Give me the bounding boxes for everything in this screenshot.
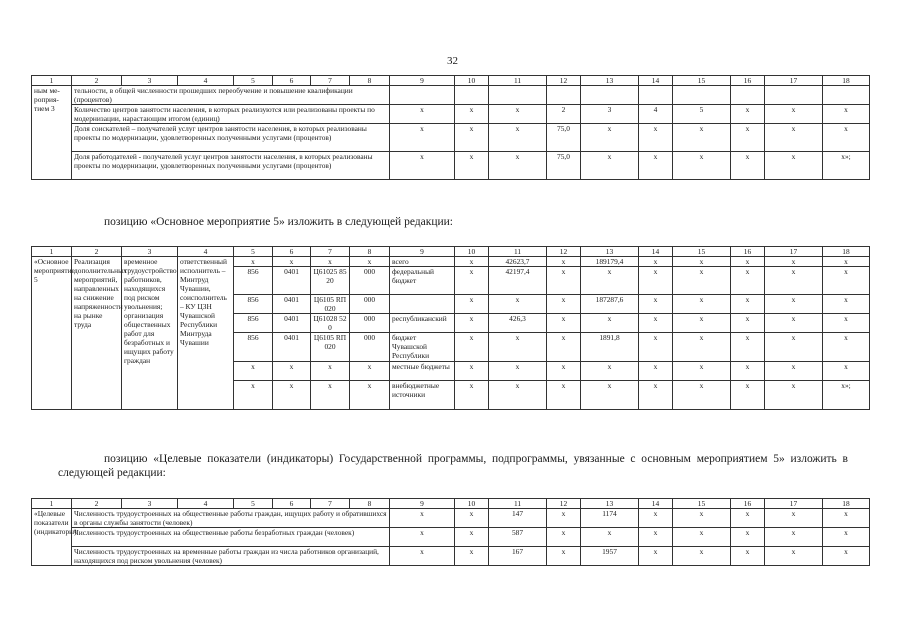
table-cell: x xyxy=(547,381,581,410)
col-header: 2 xyxy=(72,76,122,86)
table-cell: x xyxy=(823,509,870,528)
col-header: 1 xyxy=(32,247,72,257)
col-header: 4 xyxy=(178,247,234,257)
table-cell: 42197,4 xyxy=(489,267,547,295)
funding-source: республиканский xyxy=(390,314,455,333)
merged-label-cell: ным ме-роприя-тием 3 xyxy=(32,86,72,180)
table-cell: x xyxy=(350,257,390,267)
table-cell xyxy=(731,86,765,105)
col-header: 7 xyxy=(311,76,350,86)
table-cell: 000 xyxy=(350,333,390,362)
indicator-name: Доля работодателей - получателей услуг центров занятости населения, в которых реализованы проекты по модернизации, удовлетворенных полученными услугами (процентов) xyxy=(72,152,390,180)
col-header: 15 xyxy=(673,499,731,509)
table-cell xyxy=(489,86,547,105)
table-cell: Ц61028 520 xyxy=(311,314,350,333)
col-header: 2 xyxy=(72,499,122,509)
table-cell: 3 xyxy=(581,105,639,124)
col-header: 10 xyxy=(455,499,489,509)
table-cell: x xyxy=(455,295,489,314)
table-cell: 0401 xyxy=(273,295,311,314)
table-cell: Ц6105 RП020 xyxy=(311,333,350,362)
table-row xyxy=(32,257,870,267)
table-cell: x xyxy=(390,124,455,152)
indicator-name: тельности, в общей численности прошедших переобучение и повышение квалификации (процентов) xyxy=(72,86,390,105)
indicator-name: Доля соискателей – получателей услуг центров занятости населения, в которых реализованы проекты по модернизации, удовлетворенных полученными услугами (процентов) xyxy=(72,124,390,152)
table-cell: x xyxy=(823,295,870,314)
table-cell: x xyxy=(731,547,765,566)
column-number-row xyxy=(32,76,870,86)
table-cell: x»; xyxy=(823,381,870,410)
col-header: 2 xyxy=(72,247,122,257)
table-cell: Ц61025 8520 xyxy=(311,267,350,295)
col-header: 16 xyxy=(731,247,765,257)
table-cell: x xyxy=(731,257,765,267)
table-cell: 5 xyxy=(673,105,731,124)
table-cell: x xyxy=(639,124,673,152)
table-cell: x xyxy=(639,257,673,267)
table-cell: x xyxy=(547,257,581,267)
table-row xyxy=(32,152,870,180)
table-cell: x xyxy=(731,267,765,295)
col-header: 7 xyxy=(311,499,350,509)
col-header: 17 xyxy=(765,76,823,86)
table-cell: x xyxy=(455,381,489,410)
table-cell: x xyxy=(639,295,673,314)
col-header: 14 xyxy=(639,76,673,86)
col-header: 6 xyxy=(273,76,311,86)
table-cell: x xyxy=(765,381,823,410)
col-header: 13 xyxy=(581,499,639,509)
table-row xyxy=(32,105,870,124)
col-header: 16 xyxy=(731,499,765,509)
table-cell: 4 xyxy=(639,105,673,124)
col-header: 4 xyxy=(178,499,234,509)
table-cell: 147 xyxy=(489,509,547,528)
table-cell: x xyxy=(673,257,731,267)
responsible-executor: ответственный исполнитель – Минтруд Чувашии, соисполнитель – КУ ЦЗН Чувашской Республики Минтруда Чувашии xyxy=(178,257,234,410)
funding-source: внебюджетные источники xyxy=(390,381,455,410)
indicator-name: Численность трудоустроенных на общественные работы граждан, ищущих работу и обратившихся в органы службы занятости (человек) xyxy=(72,509,390,528)
table-cell: x xyxy=(673,509,731,528)
col-header: 6 xyxy=(273,247,311,257)
table-cell: x xyxy=(547,267,581,295)
funding-source xyxy=(390,295,455,314)
col-header: 3 xyxy=(122,76,178,86)
table-cell: x xyxy=(455,105,489,124)
table-cell: x xyxy=(489,362,547,381)
table-cell: x xyxy=(489,295,547,314)
table-cell: 1174 xyxy=(581,509,639,528)
table-cell: x xyxy=(455,547,489,566)
table-cell: x xyxy=(639,267,673,295)
col-header: 5 xyxy=(234,76,273,86)
indicator-name: Численность трудоустроенных на общественные работы безработных граждан (человек) xyxy=(72,528,390,547)
table-cell: x xyxy=(639,314,673,333)
column-number-row xyxy=(32,499,870,509)
table-cell: x xyxy=(390,105,455,124)
table-cell: 856 xyxy=(234,333,273,362)
table-cell: x xyxy=(639,333,673,362)
col-header: 11 xyxy=(489,499,547,509)
table-cell: x xyxy=(673,547,731,566)
indicator-name: Количество центров занятости населения, в которых реализуются или реализованы проекты по модернизации, нарастающим итогом (единиц) xyxy=(72,105,390,124)
table-cell: x xyxy=(547,362,581,381)
col-header: 6 xyxy=(273,499,311,509)
table-cell: x xyxy=(823,362,870,381)
instruction-text: позицию «Основное мероприятие 5» изложить в следующей редакции: xyxy=(104,216,453,228)
table-cell: x xyxy=(455,509,489,528)
table-row xyxy=(32,86,870,105)
table-cell: x xyxy=(823,333,870,362)
table-cell: x xyxy=(547,528,581,547)
table-cell: x xyxy=(639,547,673,566)
table-cell: x xyxy=(765,124,823,152)
col-header: 1 xyxy=(32,499,72,509)
table-cell: x xyxy=(311,362,350,381)
table-cell: x xyxy=(390,547,455,566)
table-cell: x xyxy=(234,362,273,381)
table-cell: x xyxy=(273,257,311,267)
table-cell: x xyxy=(765,152,823,180)
table-cell: x xyxy=(673,314,731,333)
table-cell xyxy=(455,86,489,105)
table-cell: x xyxy=(455,314,489,333)
table-cell: x xyxy=(823,124,870,152)
table-cell: x xyxy=(731,509,765,528)
col-header: 9 xyxy=(390,76,455,86)
col-header: 13 xyxy=(581,76,639,86)
table-row xyxy=(32,509,870,528)
funding-source: федеральный бюджет xyxy=(390,267,455,295)
table-cell: x xyxy=(455,267,489,295)
table-cell xyxy=(581,86,639,105)
table-cell xyxy=(673,86,731,105)
col-header: 8 xyxy=(350,499,390,509)
table-cell: x xyxy=(455,124,489,152)
table-cell: 000 xyxy=(350,295,390,314)
table-cell: x xyxy=(765,333,823,362)
table-cell: x xyxy=(731,124,765,152)
table-cell: 000 xyxy=(350,267,390,295)
table-cell: x xyxy=(731,105,765,124)
col-header: 16 xyxy=(731,76,765,86)
table-cell: x xyxy=(765,295,823,314)
activity-content: временное трудоустройство работников, находящихся под риском увольнения; организация общественных работ для безработных и ищущих работу граждан xyxy=(122,257,178,410)
table-cell: x xyxy=(823,528,870,547)
col-header: 14 xyxy=(639,247,673,257)
table-cell: x xyxy=(581,528,639,547)
table-cell: x xyxy=(639,528,673,547)
table-cell: x xyxy=(489,333,547,362)
table-cell: 2 xyxy=(547,105,581,124)
col-header: 12 xyxy=(547,247,581,257)
table-row xyxy=(32,528,870,547)
table-cell: x xyxy=(673,381,731,410)
indicator-name: Численность трудоустроенных на временные работы граждан из числа работников организаций, находящихся под риском увольнения (человек) xyxy=(72,547,390,566)
col-header: 5 xyxy=(234,499,273,509)
table-cell: x xyxy=(390,152,455,180)
table-cell: x xyxy=(765,528,823,547)
indicators-table-continued xyxy=(31,75,870,180)
col-header: 9 xyxy=(390,247,455,257)
table-cell: x xyxy=(765,267,823,295)
table-cell: 426,3 xyxy=(489,314,547,333)
table-cell: x xyxy=(765,314,823,333)
table-row xyxy=(32,547,870,566)
table-cell: x xyxy=(731,381,765,410)
table-cell: x xyxy=(547,547,581,566)
col-header: 18 xyxy=(823,247,870,257)
table-cell: x xyxy=(673,333,731,362)
col-header: 3 xyxy=(122,247,178,257)
col-header: 11 xyxy=(489,76,547,86)
table-cell xyxy=(823,86,870,105)
table-cell: x xyxy=(731,295,765,314)
table-cell: 856 xyxy=(234,267,273,295)
funding-source: местные бюджеты xyxy=(390,362,455,381)
table-cell: 189179,4 xyxy=(581,257,639,267)
table-cell: Ц6105 RП020 xyxy=(311,295,350,314)
col-header: 9 xyxy=(390,499,455,509)
table-cell: 0401 xyxy=(273,333,311,362)
table-cell: 42623,7 xyxy=(489,257,547,267)
table-cell: x xyxy=(455,257,489,267)
table-cell: 167 xyxy=(489,547,547,566)
col-header: 17 xyxy=(765,499,823,509)
table-cell: x xyxy=(234,381,273,410)
table-cell: x xyxy=(765,257,823,267)
table-cell: x xyxy=(581,314,639,333)
table-cell: x xyxy=(234,257,273,267)
table-cell: x xyxy=(273,381,311,410)
table-cell: x xyxy=(639,381,673,410)
col-header: 18 xyxy=(823,76,870,86)
table-cell: x xyxy=(489,381,547,410)
table-cell: x»; xyxy=(823,152,870,180)
funding-source: всего xyxy=(390,257,455,267)
table-cell: x xyxy=(273,362,311,381)
table-cell: x xyxy=(673,362,731,381)
instruction-text: позицию «Целевые показатели (индикаторы) Государственной программы, подпрограммы, увязанные с основным мероприятием 5» изложить в следующей редакции: xyxy=(58,453,848,479)
table-cell: x xyxy=(547,509,581,528)
col-header: 12 xyxy=(547,76,581,86)
main-activity-5-table xyxy=(31,246,870,410)
col-header: 15 xyxy=(673,76,731,86)
table-cell: x xyxy=(765,362,823,381)
table-cell: x xyxy=(581,267,639,295)
table-cell xyxy=(639,86,673,105)
table-cell: x xyxy=(581,362,639,381)
table-cell: x xyxy=(547,314,581,333)
table-cell: x xyxy=(455,152,489,180)
merged-label-cell: «Целевые показатели (индикаторы) xyxy=(32,509,72,566)
activity-name: Реализация дополнительных мероприятий, направленных на снижение напряженности на рынке труда xyxy=(72,257,122,410)
table-cell: x xyxy=(823,267,870,295)
table-cell: x xyxy=(731,362,765,381)
col-header: 15 xyxy=(673,247,731,257)
table-cell: x xyxy=(673,124,731,152)
table-cell: x xyxy=(673,267,731,295)
table-cell: x xyxy=(390,528,455,547)
col-header: 10 xyxy=(455,76,489,86)
table-cell: x xyxy=(731,528,765,547)
table-cell: x xyxy=(639,152,673,180)
table-cell: x xyxy=(765,509,823,528)
col-header: 14 xyxy=(639,499,673,509)
target-indicators-table xyxy=(31,498,870,566)
table-cell: x xyxy=(731,333,765,362)
col-header: 7 xyxy=(311,247,350,257)
table-cell: x xyxy=(581,381,639,410)
table-cell: 856 xyxy=(234,314,273,333)
col-header: 12 xyxy=(547,499,581,509)
table-cell xyxy=(390,86,455,105)
table-cell: 1957 xyxy=(581,547,639,566)
table-cell: x xyxy=(731,314,765,333)
col-header: 10 xyxy=(455,247,489,257)
table-cell: x xyxy=(489,124,547,152)
table-cell: x xyxy=(765,105,823,124)
col-header: 8 xyxy=(350,76,390,86)
table-cell: 0401 xyxy=(273,314,311,333)
table-cell: x xyxy=(455,528,489,547)
funding-source: бюджет Чувашской Республики xyxy=(390,333,455,362)
col-header: 13 xyxy=(581,247,639,257)
table-cell: 1891,8 xyxy=(581,333,639,362)
table-row xyxy=(32,124,870,152)
table-cell: x xyxy=(673,295,731,314)
table-cell: 587 xyxy=(489,528,547,547)
activity-label: «Основное мероприятие 5 xyxy=(32,257,72,410)
table-cell: x xyxy=(489,105,547,124)
table-cell: x xyxy=(311,381,350,410)
table-cell: 0401 xyxy=(273,267,311,295)
col-header: 11 xyxy=(489,247,547,257)
col-header: 5 xyxy=(234,247,273,257)
table-cell: x xyxy=(547,333,581,362)
table-cell: x xyxy=(731,152,765,180)
table-cell: x xyxy=(455,362,489,381)
col-header: 4 xyxy=(178,76,234,86)
table-cell: x xyxy=(455,333,489,362)
table-cell: x xyxy=(350,381,390,410)
column-number-row xyxy=(32,247,870,257)
table-cell: x xyxy=(823,105,870,124)
table-cell xyxy=(547,86,581,105)
page-number: 32 xyxy=(447,55,458,67)
table-cell: x xyxy=(390,509,455,528)
table-cell: x xyxy=(823,257,870,267)
table-cell: 75,0 xyxy=(547,124,581,152)
table-cell: x xyxy=(673,528,731,547)
table-cell: x xyxy=(581,152,639,180)
col-header: 8 xyxy=(350,247,390,257)
table-cell: x xyxy=(765,547,823,566)
table-cell: 75,0 xyxy=(547,152,581,180)
col-header: 17 xyxy=(765,247,823,257)
table-cell: x xyxy=(823,547,870,566)
col-header: 18 xyxy=(823,499,870,509)
table-cell: 856 xyxy=(234,295,273,314)
table-cell xyxy=(765,86,823,105)
col-header: 3 xyxy=(122,499,178,509)
table-cell: x xyxy=(547,295,581,314)
table-cell: 000 xyxy=(350,314,390,333)
table-cell: x xyxy=(311,257,350,267)
table-cell: x xyxy=(581,124,639,152)
table-cell: x xyxy=(823,314,870,333)
table-cell: x xyxy=(639,362,673,381)
table-cell: x xyxy=(350,362,390,381)
col-header: 1 xyxy=(32,76,72,86)
table-cell: x xyxy=(489,152,547,180)
table-cell: x xyxy=(673,152,731,180)
table-cell: x xyxy=(639,509,673,528)
table-cell: 187287,6 xyxy=(581,295,639,314)
